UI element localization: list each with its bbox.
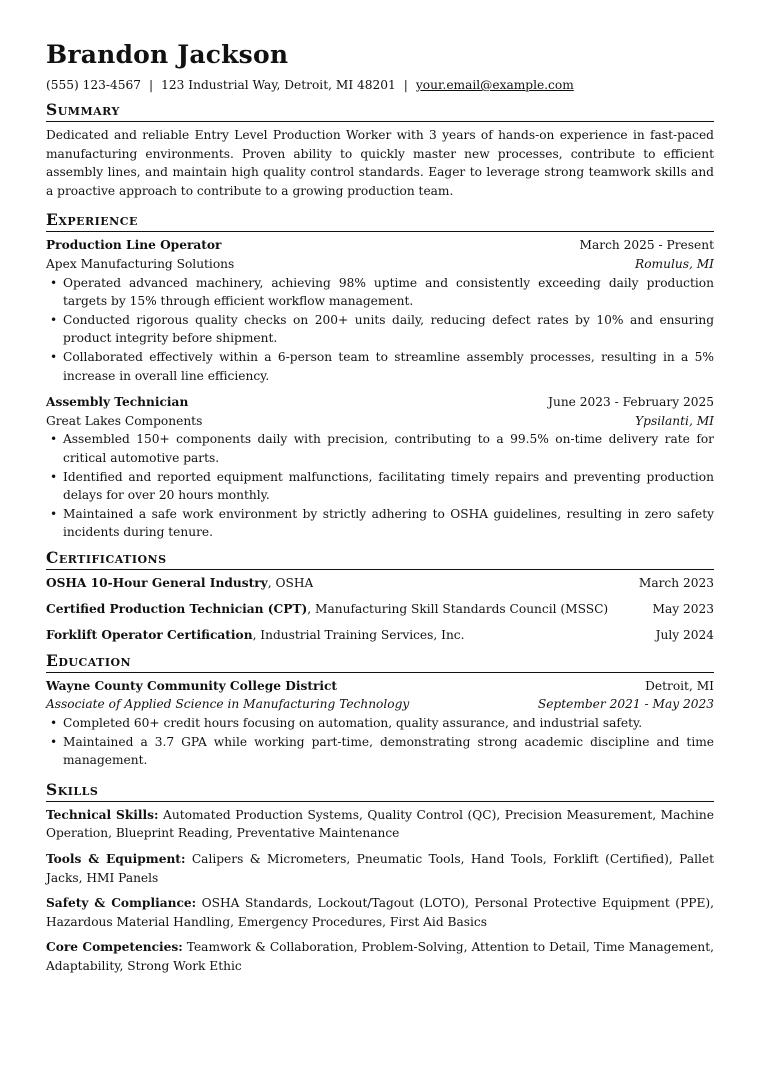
job-location: Ypsilanti, MI <box>635 413 714 428</box>
degree: Associate of Applied Science in Manufacturing Technology <box>46 697 410 712</box>
bullet-item: • Assembled 150+ components daily with precision, contributing to a 99.5% on-time delivery rate for critical automotive parts. <box>63 430 714 467</box>
address: 123 Industrial Way, Detroit, MI 48201 <box>161 78 396 92</box>
certification-date: March 2023 <box>638 575 714 590</box>
certification-name: OSHA 10-Hour General Industry <box>46 575 268 590</box>
bullet-item: • Operated advanced machinery, achieving 98% uptime and consistently exceeding daily production targets by 15% through efficient workflow management. <box>63 274 714 311</box>
skill-label: Core Competencies: <box>46 940 183 955</box>
certification-issuer: , Manufacturing Skill Standards Council (MSSC) <box>307 602 609 617</box>
bullet-item: • Conducted rigorous quality checks on 200+ units daily, reducing defect rates by 10% and ensuring product integrity before shipment. <box>63 311 714 348</box>
certification-date: July 2024 <box>655 628 714 643</box>
certification-name: Forklift Operator Certification <box>46 628 253 643</box>
skill-text: Automated Production Systems, Quality Control (QC), Precision Measurement, Machine Operation, Blueprint Reading, Preventative Maintenance <box>46 807 714 841</box>
contact-separator: | <box>403 78 408 92</box>
candidate-name: Brandon Jackson <box>46 40 289 69</box>
certification-row <box>46 600 714 619</box>
job-company: Apex Manufacturing Solutions <box>46 256 235 271</box>
contact-line <box>46 76 714 94</box>
job-company: Great Lakes Components <box>46 413 203 428</box>
job-entry <box>46 393 714 542</box>
section-title-certifications: Certifications <box>46 548 714 570</box>
skill-label: Safety & Compliance: <box>46 896 197 911</box>
job-dates: June 2023 - February 2025 <box>548 395 714 410</box>
bullet-item: • Collaborated effectively within a 6-person team to streamline assembly processes, resulting in a 5% increase in overall line efficiency. <box>63 348 714 385</box>
education-bullets <box>46 714 714 770</box>
certification-row <box>46 626 714 645</box>
skill-group <box>46 806 714 843</box>
job-role: Production Line Operator <box>46 238 222 253</box>
certification-issuer: , Industrial Training Services, Inc. <box>252 628 465 643</box>
skill-text: OSHA Standards, Lockout/Tagout (LOTO), Personal Protective Equipment (PPE), Hazardous Material Handling, Emergency Procedures, First Aid Basics <box>46 896 714 929</box>
skill-text: Calipers & Micrometers, Pneumatic Tools, Hand Tools, Forklift (Certified), Pallet Jacks, HMI Panels <box>46 852 714 885</box>
bullet-item: • Maintained a 3.7 GPA while working part-time, demonstrating strong academic discipline and time management. <box>63 733 714 770</box>
certification-date: May 2023 <box>652 602 714 617</box>
section-title-experience: Experience <box>46 210 714 232</box>
section-title-education: Education <box>46 651 714 673</box>
school-location: Detroit, MI <box>645 678 714 693</box>
skill-group <box>46 850 714 887</box>
job-bullets <box>46 274 714 386</box>
school-name: Wayne County Community College District <box>46 678 338 693</box>
certification-name: Certified Production Technician (CPT) <box>46 602 308 617</box>
skill-group <box>46 894 714 931</box>
job-location: Romulus, MI <box>635 256 714 271</box>
education-dates: September 2021 - May 2023 <box>537 697 714 712</box>
certification-row <box>46 574 714 593</box>
job-role: Assembly Technician <box>46 395 189 410</box>
skill-group <box>46 938 714 975</box>
skill-label: Tools & Equipment: <box>46 852 186 866</box>
certification-issuer: , OSHA <box>267 575 314 590</box>
job-bullets <box>46 430 714 542</box>
email-link[interactable]: your.email@example.com <box>415 78 574 92</box>
job-entry <box>46 236 714 385</box>
skill-text: Teamwork & Collaboration, Problem-Solving, Attention to Detail, Time Management, Adaptability, Strong Work Ethic <box>46 940 714 973</box>
job-dates: March 2025 - Present <box>579 238 714 253</box>
skill-label: Technical Skills: <box>46 807 159 822</box>
section-title-skills: Skills <box>46 780 714 802</box>
bullet-item: • Identified and reported equipment malfunctions, facilitating timely repairs and preventing production delays for over 20 hours monthly. <box>63 468 714 505</box>
bullet-item: • Maintained a safe work environment by strictly adhering to OSHA guidelines, resulting in zero safety incidents during tenure. <box>63 505 714 542</box>
contact-separator: | <box>149 78 154 92</box>
summary-text: Dedicated and reliable Entry Level Production Worker with 3 years of hands-on experience in fast-paced manufacturing environments. Proven ability to quickly master new processes, contribute to efficient assembly lines, and maintain high quality control standards. Eager to leverage strong teamwork skills and a proactive approach to contribute to a growing production team. <box>46 128 714 198</box>
bullet-item: • Completed 60+ credit hours focusing on automation, quality assurance, and industrial safety. <box>63 714 714 733</box>
phone: (555) 123-4567 <box>46 78 142 92</box>
section-title-summary: Summary <box>46 100 714 122</box>
